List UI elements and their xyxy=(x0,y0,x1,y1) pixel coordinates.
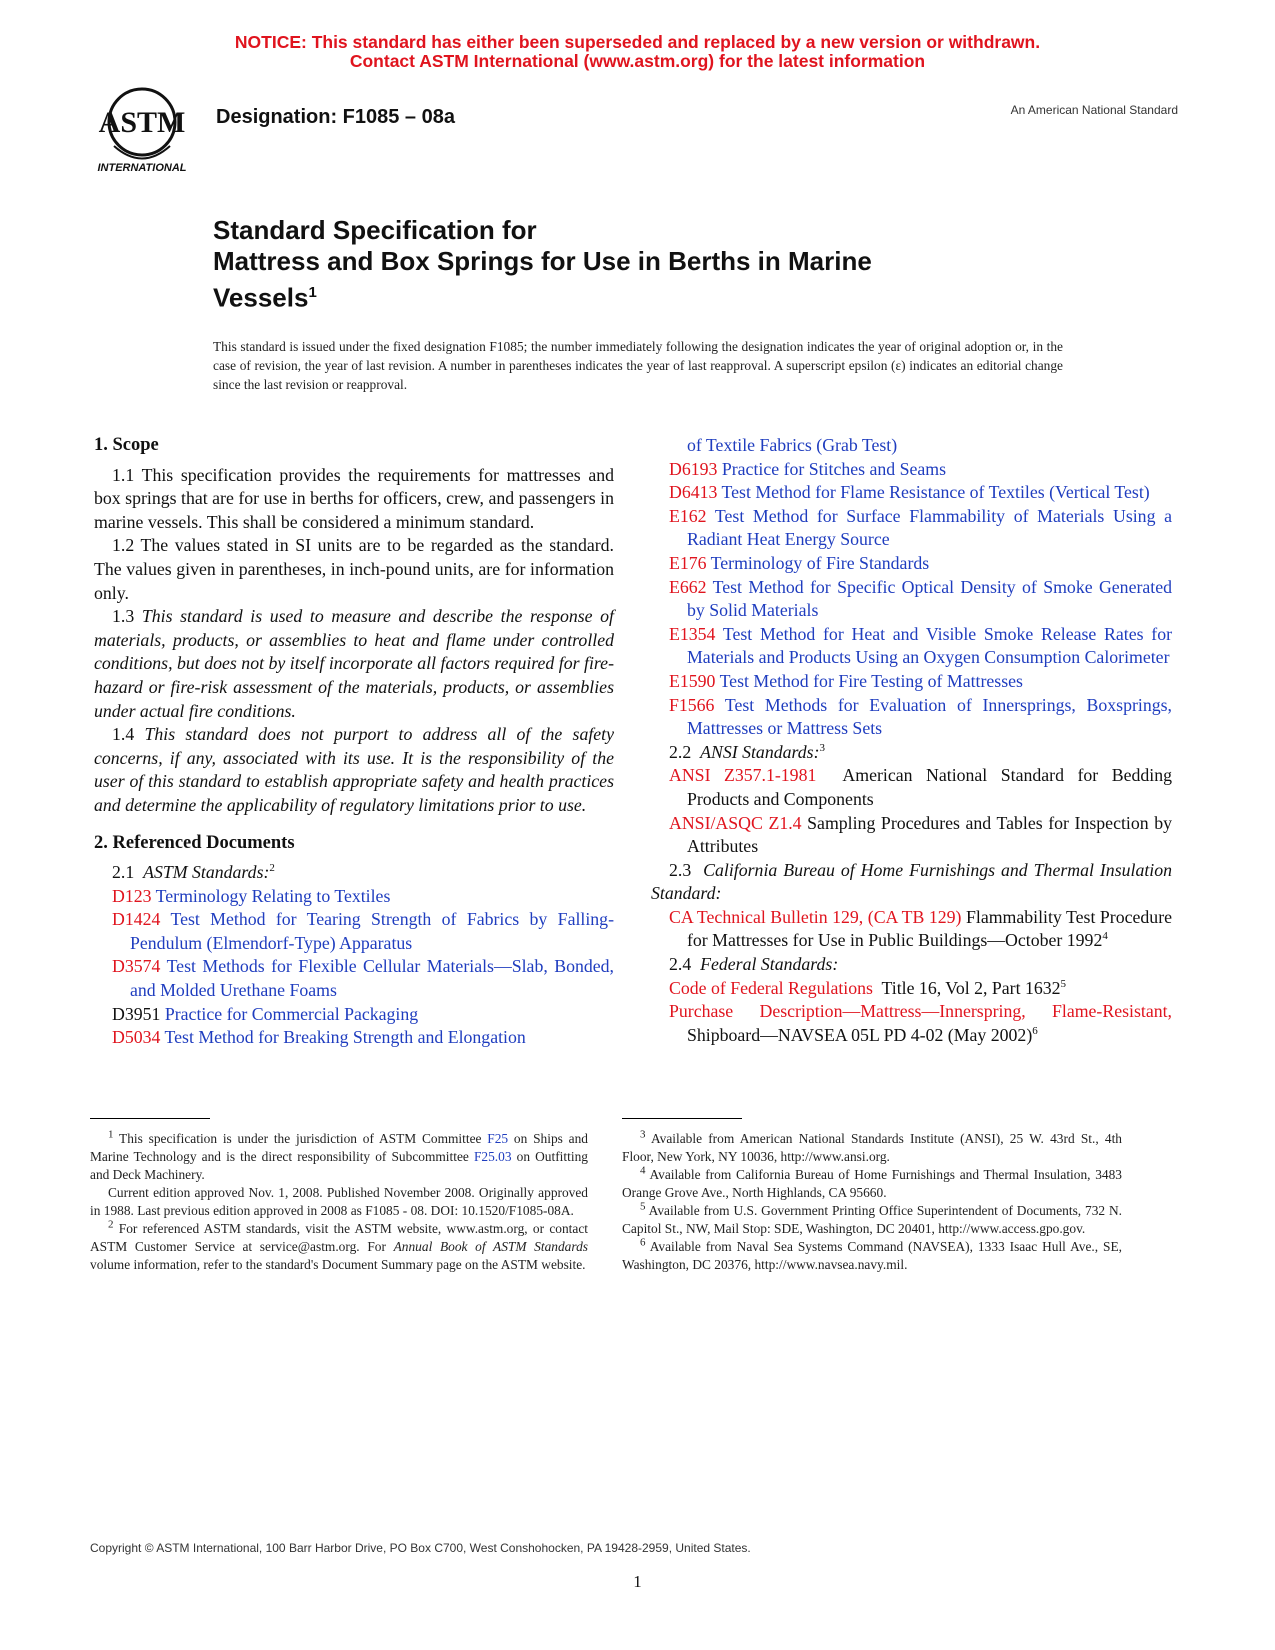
reference-item[interactable] xyxy=(669,812,1172,859)
reference-item[interactable] xyxy=(669,552,1172,576)
title-line-1: Standard Specification for xyxy=(213,215,537,245)
page-number: 1 xyxy=(633,1572,642,1591)
reference-code[interactable]: F1566 xyxy=(669,694,715,715)
footnote-4 xyxy=(622,1166,1122,1202)
footnote-mark[interactable]: 4 xyxy=(1102,930,1108,943)
reference-item[interactable] xyxy=(669,458,1172,482)
reference-title[interactable]: Terminology of Fire Standards xyxy=(710,552,930,573)
subheading-label: ANSI Standards: xyxy=(700,741,820,762)
reference-title[interactable]: Test Method for Surface Flammability of Materials Using a Radiant Heat Energy Source xyxy=(687,505,1173,550)
ansi-standards-subheading xyxy=(651,741,1172,765)
reference-item[interactable] xyxy=(112,1003,614,1027)
reference-title[interactable]: Terminology Relating to Textiles xyxy=(155,885,391,906)
subcommittee-link[interactable]: F25.03 xyxy=(473,1149,512,1164)
reference-item[interactable] xyxy=(669,670,1172,694)
reference-code[interactable]: E662 xyxy=(669,576,707,597)
para-number: 1.3 xyxy=(112,606,135,627)
footnote-text: volume information, refer to the standard's Document Summary page on the ASTM website. xyxy=(90,1257,586,1272)
reference-title[interactable]: Test Method for Heat and Visible Smoke Release Rates for Materials and Products Using an Oxygen Consumption Calorimeter xyxy=(687,623,1173,668)
reference-item[interactable] xyxy=(112,885,614,909)
reference-code[interactable]: D6413 xyxy=(669,482,718,503)
federal-standards-subheading xyxy=(651,953,1172,977)
footnote-number: 6 xyxy=(640,1236,646,1249)
reference-item[interactable] xyxy=(669,505,1172,552)
reference-code[interactable]: E176 xyxy=(669,552,707,573)
notice-line-2: Contact ASTM International (www.astm.org) for the latest information xyxy=(349,51,926,71)
para-text: This standard is used to measure and describe the response of materials, products, or assemblies to heat and flame under controlled conditions, but does not by itself incorporate all factors required for fire-hazard or fire-risk assessment of the materials, products, or assemblies under actual fire conditions. xyxy=(94,606,614,721)
footnote-number: 5 xyxy=(640,1200,646,1213)
title-word: Vessels xyxy=(213,282,309,313)
committee-link[interactable]: F25 xyxy=(487,1131,509,1146)
footnote-text: on Outfitting and Deck Machinery. xyxy=(90,1149,588,1182)
footnote-divider xyxy=(622,1118,742,1119)
reference-title: American National Standard for Bedding Products and Components xyxy=(687,765,1172,809)
reference-code[interactable]: D123 xyxy=(112,885,152,906)
scope-1-2: 1.2 The values stated in SI units are to be regarded as the standard. The values given in parentheses, in inch-pound units, are for information only. xyxy=(94,535,614,603)
reference-code[interactable]: E162 xyxy=(669,505,707,526)
footnote-number: 1 xyxy=(108,1128,114,1141)
reference-item-continued[interactable] xyxy=(669,434,1172,458)
section-heading-scope: 1. Scope xyxy=(94,435,159,455)
footnote-text: This specification is under the jurisdiction of ASTM Committee xyxy=(119,1131,482,1146)
issuance-note: This standard is issued under the fixed designation F1085; the number immediately following the designation indicates the year of original adoption or, in the case of revision, the year of last revision. A number in parentheses indicates the year of last reapproval. A superscript epsilon (ε) indicates an editorial change since the last revision or reapproval. xyxy=(213,339,1063,392)
left-column xyxy=(94,434,614,1050)
footnote-mark[interactable]: 6 xyxy=(1032,1024,1038,1037)
reference-item[interactable] xyxy=(669,977,1172,1001)
logo-letters: ASTM xyxy=(98,106,186,139)
para-number: 2.2 xyxy=(669,741,692,762)
footnote-mark[interactable]: 3 xyxy=(819,741,825,754)
footnote-1 xyxy=(90,1130,588,1184)
title-line-2: Mattress and Box Springs for Use in Berths in Marine xyxy=(213,246,872,276)
title-line-3 xyxy=(213,277,993,314)
footnote-number: 3 xyxy=(640,1128,646,1141)
reference-item[interactable] xyxy=(112,908,614,955)
reference-item[interactable] xyxy=(669,481,1172,505)
footnote-text: Available from Naval Sea Systems Command (NAVSEA), 1333 Isaac Hull Ave., SE, Washington, DC 20376, http://www.navsea.navy.mil. xyxy=(622,1239,1122,1272)
title-footnote-mark[interactable]: 1 xyxy=(308,284,317,301)
american-national-standard-label: An American National Standard xyxy=(1010,103,1178,117)
astm-standards-subheading xyxy=(94,861,614,885)
footnote-text: Available from American National Standards Institute (ANSI), 25 W. 43rd St., 4th Floor, New York, NY 10036, http://www.ansi.org. xyxy=(622,1131,1122,1164)
footnote-3 xyxy=(622,1130,1122,1166)
reference-title: Sampling Procedures and Tables for Inspection by Attributes xyxy=(687,812,1172,857)
withdrawal-notice xyxy=(0,33,1275,71)
reference-item[interactable] xyxy=(669,623,1172,670)
reference-code[interactable]: D3574 xyxy=(112,956,161,977)
reference-item[interactable] xyxy=(112,955,614,1002)
para-number: 2.4 xyxy=(669,954,692,975)
reference-code: D3951 xyxy=(112,1003,161,1024)
footnotes-left xyxy=(90,1130,588,1274)
reference-title[interactable]: Test Method for Breaking Strength and Elongation xyxy=(164,1027,526,1048)
reference-code[interactable]: ANSI/ASQC Z1.4 xyxy=(669,812,802,833)
footnote-text: Available from California Bureau of Home Furnishings and Thermal Insulation, 3483 Orange Grove Ave., North Highlands, CA 95660. xyxy=(622,1167,1122,1200)
footnote-text: on Ships and Marine Technology and is the direct responsibility of Subcommittee xyxy=(90,1131,588,1164)
footnote-number: 2 xyxy=(108,1218,114,1231)
reference-code[interactable]: D5034 xyxy=(112,1027,161,1048)
reference-item[interactable] xyxy=(669,906,1172,953)
reference-title[interactable]: Practice for Commercial Packaging xyxy=(164,1003,419,1024)
footnote-text: Available from U.S. Government Printing Office Superintendent of Documents, 732 N. Capitol St., NW, Mail Stop: SDE, Washington, DC 20401, http://www.access.gpo.gov. xyxy=(622,1203,1122,1236)
reference-code[interactable]: ANSI Z357.1-1981 xyxy=(669,765,817,786)
section-heading-referenced-documents: 2. Referenced Documents xyxy=(94,832,295,853)
subheading-label: Federal Standards: xyxy=(700,954,839,975)
reference-title[interactable]: of Textile Fabrics (Grab Test) xyxy=(687,435,898,455)
reference-title[interactable]: Test Methods for Evaluation of Innersprings, Boxsprings, Mattresses or Mattress Sets xyxy=(687,694,1173,739)
footnote-2 xyxy=(90,1220,588,1274)
footnote-6 xyxy=(622,1238,1122,1274)
reference-item[interactable] xyxy=(669,576,1172,623)
reference-title[interactable]: Test Method for Tearing Strength of Fabrics by Falling-Pendulum (Elmendorf-Type) Apparatus xyxy=(130,909,614,953)
astm-logo xyxy=(92,86,202,186)
reference-title[interactable]: Test Method for Specific Optical Density of Smoke Generated by Solid Materials xyxy=(687,576,1173,621)
subheading-label: ASTM Standards: xyxy=(143,862,270,883)
astm-logo-icon xyxy=(92,86,202,186)
footnote-mark[interactable]: 2 xyxy=(269,862,275,875)
reference-code[interactable]: Purchase Description—Mattress—Innerspring, Flame-Resistant, xyxy=(669,1001,1172,1022)
para-text: This standard does not purport to address all of the safety concerns, if any, associated with its use. It is the responsibility of the user of this standard to establish appropriate safety and health practices and determine the applicability of regulatory limitations prior to use. xyxy=(94,724,614,815)
reference-code[interactable]: E1590 xyxy=(669,670,716,691)
reference-title[interactable]: Test Methods for Flexible Cellular Materials—Slab, Bonded, and Molded Urethane Foams xyxy=(130,956,615,1001)
para-number: 2.3 xyxy=(669,859,692,880)
copyright-line: Copyright © ASTM International, 100 Barr Harbor Drive, PO Box C700, West Conshohocken, PA 19428-2959, United States. xyxy=(90,1541,751,1555)
subheading-label: California Bureau of Home Furnishings and Thermal Insulation Standard: xyxy=(651,859,1172,904)
reference-code[interactable]: D1424 xyxy=(112,909,161,930)
footnote-divider xyxy=(90,1118,210,1119)
footnote-5 xyxy=(622,1202,1122,1238)
reference-title: Title 16, Vol 2, Part 1632 xyxy=(881,977,1061,998)
reference-item[interactable] xyxy=(669,694,1172,741)
scope-1-4 xyxy=(94,723,614,817)
footnote-mark[interactable]: 5 xyxy=(1060,977,1067,990)
reference-title[interactable]: Practice for Stitches and Seams xyxy=(721,458,947,479)
scope-1-3 xyxy=(94,605,614,723)
reference-title: Shipboard—NAVSEA 05L PD 4-02 (May 2002) xyxy=(687,1024,1033,1045)
footnote-number: 4 xyxy=(640,1164,646,1177)
footnotes-right xyxy=(622,1130,1122,1274)
right-column xyxy=(651,434,1172,1047)
reference-code[interactable]: Code of Federal Regulations xyxy=(669,977,873,998)
document-title xyxy=(213,215,993,314)
reference-item[interactable] xyxy=(669,764,1172,811)
notice-line-1: NOTICE: This standard has either been superseded and replaced by a new version or withdrawn. xyxy=(234,32,1041,52)
reference-item[interactable] xyxy=(669,1000,1172,1047)
footnote-1-edition: Current edition approved Nov. 1, 2008. Published November 2008. Originally approved in 1988. Last previous edition approved in 2008 as F1085 - 08. DOI: 10.1520/F1085-08A. xyxy=(90,1185,588,1218)
reference-code[interactable]: D6193 xyxy=(669,458,718,479)
footnote-text: For referenced ASTM standards, visit the ASTM website, www.astm.org, or contact ASTM Customer Service at service@astm.org. For xyxy=(90,1221,588,1254)
california-standard-subheading xyxy=(651,859,1172,906)
scope-1-1: 1.1 This specification provides the requirements for mattresses and box springs that are for use in berths for officers, crew, and passengers in marine vessels. This shall be considered a minimum standard. xyxy=(94,464,614,532)
reference-item[interactable] xyxy=(112,1026,614,1050)
reference-title[interactable]: Test Method for Flame Resistance of Textiles (Vertical Test) xyxy=(721,482,1150,503)
designation: Designation: F1085 – 08a xyxy=(216,106,455,128)
reference-title: Flammability Test Procedure for Mattresses for Use in Public Buildings—October 1992 xyxy=(687,906,1173,951)
reference-code[interactable]: E1354 xyxy=(669,623,716,644)
reference-code[interactable]: CA Technical Bulletin 129, (CA TB 129) xyxy=(669,906,962,927)
para-number: 1.4 xyxy=(112,724,135,745)
para-number: 2.1 xyxy=(112,862,135,883)
reference-title[interactable]: Test Method for Fire Testing of Mattresses xyxy=(719,670,1023,691)
logo-international: INTERNATIONAL xyxy=(97,162,187,174)
footnote-text-italic: Annual Book of ASTM Standards xyxy=(393,1239,588,1254)
